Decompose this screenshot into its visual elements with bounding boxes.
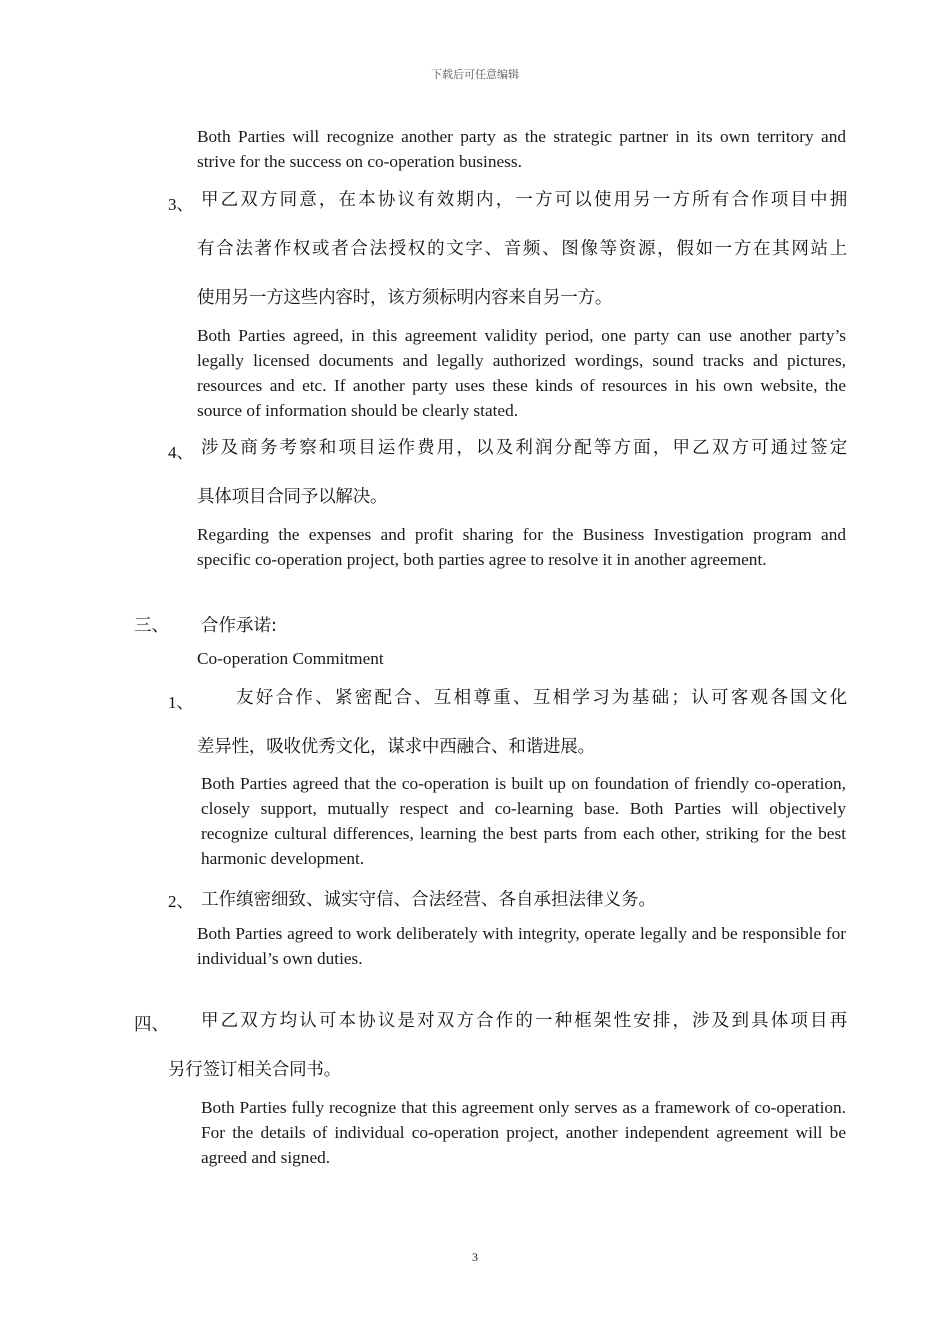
section-3-item-1-cn-line-1: 友好合作、紧密配合、互相尊重、互相学习为基础；认可客观各国文化 [236,688,847,708]
item-4-chinese [201,424,847,473]
section-3-item-1-cn-line-2: 差异性，吸收优秀文化，谋求中西融合、和谐进展。 [197,737,595,757]
section-4-cn-line-2: 另行签订相关合同书。 [168,1060,341,1080]
section-3-english-title: Co-operation Commitment [197,649,384,668]
item-4-cn-line-1: 涉及商务考察和项目运作费用，以及利润分配等方面，甲乙双方可通过签定 [201,438,847,458]
section-3-item-number-2: 2、 [168,892,194,911]
section-4-cn-line-1: 甲乙双方均认可本协议是对双方合作的一种框架性安排，涉及到具体项目再 [201,1011,847,1031]
item-3-cn-line-2: 有合法著作权或者合法授权的文字、音频、图像等资源，假如一方在其网站上 [197,239,847,259]
item-4-cn-line-2: 具体项目合同予以解决。 [197,487,388,507]
section-3-item-1-chinese [236,674,847,723]
section-3-item-2-chinese: 工作缜密细致、诚实守信、合法经营、各自承担法律义务。 [201,890,656,910]
page-number: 3 [472,1250,478,1264]
section-3-item-1-chinese-cont [197,723,847,772]
item-3-cn-line-3: 使用另一方这些内容时，该方须标明内容来自另一方。 [197,288,613,308]
item-number-3: 3、 [168,195,194,214]
section-3-item-number-1: 1、 [168,693,194,712]
section-4-chinese-cont [168,1046,847,1095]
section-3-item-2-english: Both Parties agreed to work deliberately with integrity, operate legally and be responsible for individual’s own duties. [197,924,846,968]
item-3-cn-line-1: 甲乙双方同意，在本协议有效期内，一方可以使用另一方所有合作项目中拥 [201,190,847,210]
item-3-chinese [201,176,847,225]
section-4-chinese [201,997,847,1046]
paragraph-en-strategic-partner: Both Parties will recognize another party as the strategic partner in its own territory and strive for the success on co-operation business. [197,127,846,171]
page-header: 下载后可任意编辑 [431,68,519,81]
section-3-title: 合作承诺: [201,616,277,636]
item-3-chinese-cont [197,225,847,323]
section-4-number: 四、 [134,1015,169,1035]
item-3-english: Both Parties agreed, in this agreement validity period, one party can use another party’s legally licensed documents and legally authorized wordings, sound tracks and pictures, resources and etc. If another party uses these kinds of resources in his own website, the source of information should be clearly stated. [197,326,846,420]
item-4-chinese-cont [197,473,847,522]
item-4-english: Regarding the expenses and profit sharing for the Business Investigation program and specific co-operation project, both parties agree to resolve it in another agreement. [197,525,846,569]
section-4-english: Both Parties fully recognize that this agreement only serves as a framework of co-operation. For the details of individual co-operation project, another independent agreement will be agreed and signed. [201,1098,846,1167]
section-3-item-1-english: Both Parties agreed that the co-operation is built up on foundation of friendly co-operation, closely support, mutually respect and co-learning base. Both Parties will objectively recognize cultural differences, learning the best parts from each other, striking for the best harmonic development. [201,774,846,868]
section-3-number: 三、 [134,616,169,636]
item-number-4: 4、 [168,443,194,462]
